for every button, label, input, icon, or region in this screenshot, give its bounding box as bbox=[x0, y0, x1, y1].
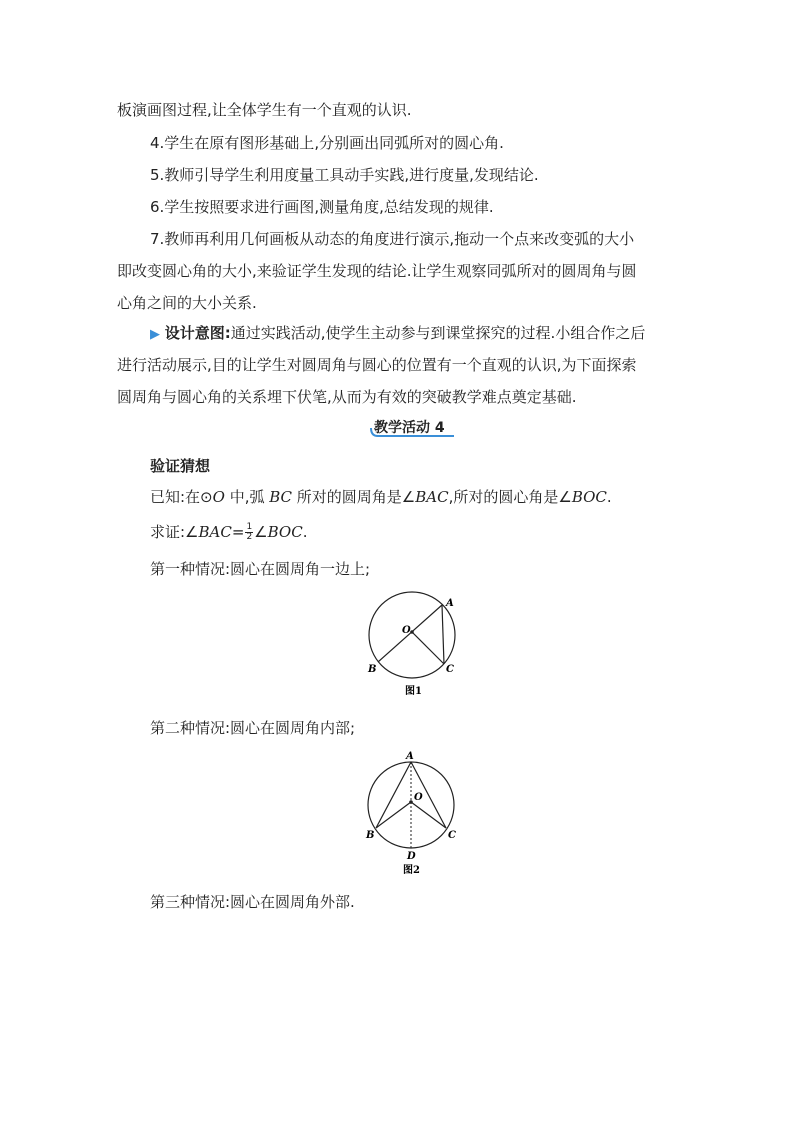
design-intent-label: 设计意图: bbox=[164, 324, 231, 342]
figure-1-chord-ac bbox=[442, 605, 444, 664]
paragraph-step-7-line2: 即改变圆心角的大小,来验证学生发现的结论.让学生观察同弧所对的圆周角与圆 bbox=[117, 262, 637, 280]
figure-2-chord-ab bbox=[376, 762, 411, 828]
prove-equals: = bbox=[231, 523, 245, 541]
figure-1-caption: 图1 bbox=[405, 686, 422, 697]
given-text-e: . bbox=[606, 488, 612, 506]
figure-1-label-c: C bbox=[446, 664, 454, 675]
figure-2-label-a: A bbox=[406, 751, 414, 762]
figure-1-radius-oc bbox=[412, 632, 444, 664]
prove-angle-boc: BOC bbox=[267, 523, 303, 541]
figure-2-caption: 图2 bbox=[403, 865, 420, 876]
figure-2-label-c: C bbox=[448, 830, 456, 841]
activity-title: 教学活动 4 bbox=[374, 420, 445, 436]
fraction-one-half bbox=[245, 523, 253, 542]
paragraph-step-7-line3: 心角之间的大小关系. bbox=[117, 294, 257, 312]
figure-2-label-o: O bbox=[414, 792, 423, 803]
given-angle-bac: BAC bbox=[415, 488, 449, 506]
design-intent-line1 bbox=[150, 323, 645, 345]
figure-2-diagram bbox=[360, 748, 470, 876]
prove-text-a: 求证:∠ bbox=[150, 523, 199, 541]
figure-2-label-d: D bbox=[407, 851, 416, 862]
triangle-bullet-icon: ▶ bbox=[150, 327, 160, 342]
design-intent-line3: 圆周角与圆心角的关系埋下伏笔,从而为有效的突破教学难点奠定基础. bbox=[117, 388, 577, 406]
figure-2-label-b: B bbox=[366, 830, 375, 841]
given-text-d: ,所对的圆心角是∠ bbox=[448, 488, 572, 506]
given-circle-name: O bbox=[212, 488, 225, 506]
fraction-numerator: 1 bbox=[246, 522, 253, 532]
prove-angle-bac: BAC bbox=[198, 523, 232, 541]
figure-1-label-b: B bbox=[368, 664, 377, 675]
figure-1-label-o: O bbox=[402, 625, 411, 636]
prove-text-b: ∠ bbox=[254, 523, 268, 541]
design-intent-text-1: 通过实践活动,使学生主动参与到课堂探究的过程.小组合作之后 bbox=[230, 324, 646, 342]
design-intent-line2: 进行活动展示,目的让学生对圆周角与圆心的位置有一个直观的认识,为下面探索 bbox=[117, 356, 637, 374]
given-text-b: 中,弧 bbox=[224, 488, 270, 506]
activity-title-badge bbox=[370, 416, 458, 438]
figure-2-radius-ob bbox=[376, 802, 411, 828]
prove-statement bbox=[150, 522, 307, 542]
given-arc-name: BC bbox=[269, 488, 293, 506]
paragraph-step-5: 5.教师引导学生利用度量工具动手实践,进行度量,发现结论. bbox=[150, 166, 539, 184]
paragraph-step-7-line1: 7.教师再利用几何画板从动态的角度进行演示,拖动一个点来改变弧的大小 bbox=[150, 230, 635, 248]
paragraph-intro: 板演画图过程,让全体学生有一个直观的认识. bbox=[117, 101, 412, 119]
fraction-denominator: 2 bbox=[246, 532, 253, 542]
figure-1-center-point bbox=[410, 630, 414, 634]
prove-text-c: . bbox=[302, 523, 308, 541]
case-2-text: 第二种情况:圆心在圆周角内部; bbox=[150, 719, 356, 737]
figure-1-label-a: A bbox=[446, 598, 454, 609]
case-1-text: 第一种情况:圆心在圆周角一边上; bbox=[150, 560, 371, 578]
figure-2-radius-oc bbox=[411, 802, 446, 828]
paragraph-step-4: 4.学生在原有图形基础上,分别画出同弧所对的圆心角. bbox=[150, 134, 504, 152]
given-text-a: 已知:在⊙ bbox=[150, 488, 213, 506]
given-text-c: 所对的圆周角是∠ bbox=[292, 488, 416, 506]
given-statement bbox=[150, 487, 612, 507]
proof-heading: 验证猜想 bbox=[150, 457, 211, 475]
figure-2-center-point bbox=[409, 800, 413, 804]
figure-1-diagram bbox=[360, 588, 470, 700]
given-angle-boc: BOC bbox=[571, 488, 607, 506]
paragraph-step-6: 6.学生按照要求进行画图,测量角度,总结发现的规律. bbox=[150, 198, 494, 216]
figure-1-circle bbox=[369, 592, 455, 678]
case-3-text: 第三种情况:圆心在圆周角外部. bbox=[150, 893, 355, 911]
